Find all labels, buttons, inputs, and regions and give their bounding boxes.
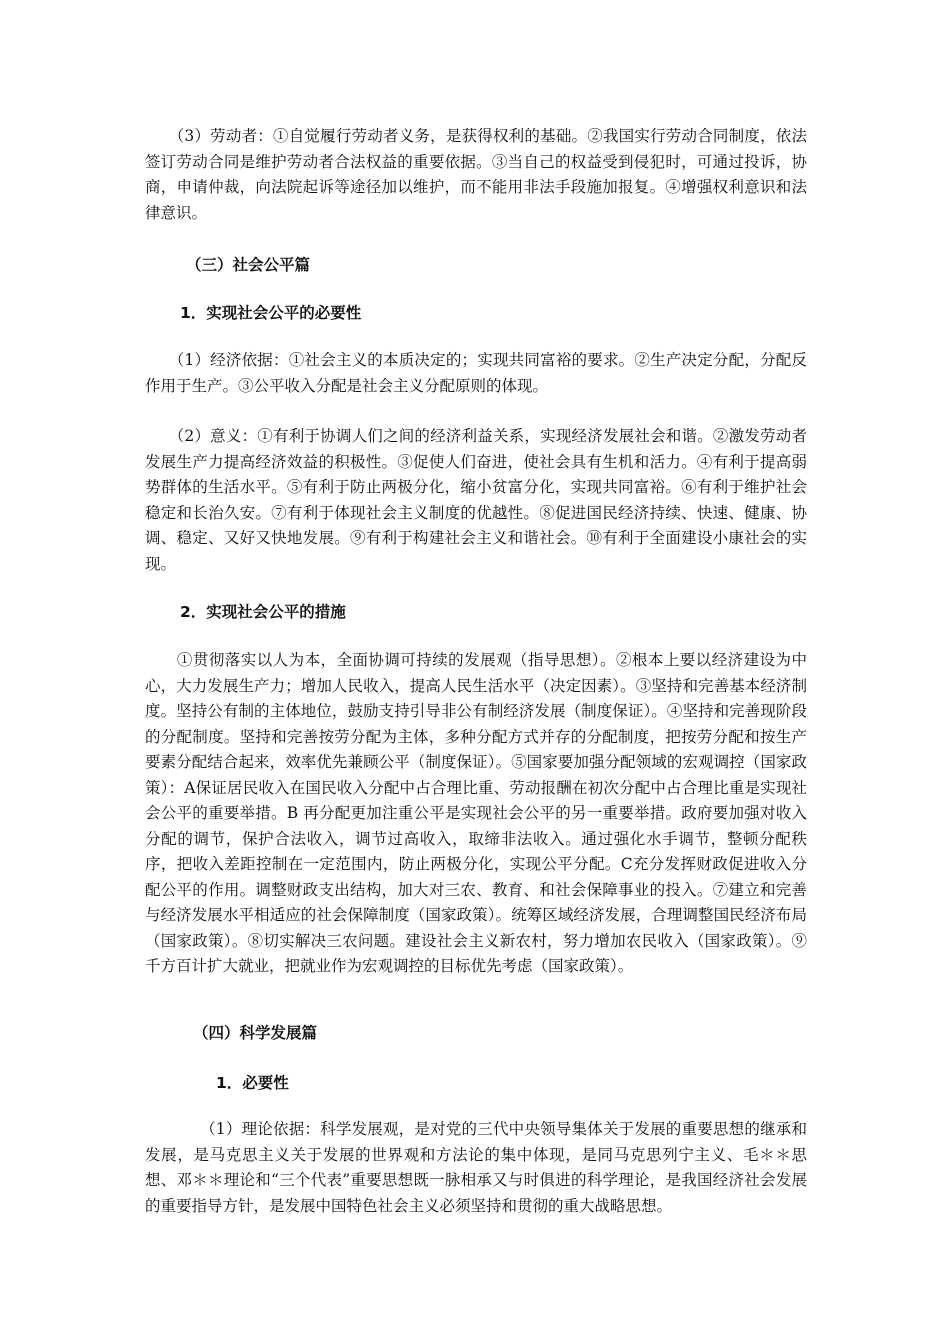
section-heading-scientific-development: （四）科学发展篇 xyxy=(193,1024,318,1042)
section-heading-social-fairness: （三）社会公平篇 xyxy=(186,256,311,274)
paragraph-labor-rights: （3）劳动者：①自觉履行劳动者义务，是获得权利的基础。②我国实行劳动合同制度，依法签订劳动合同是维护劳动者合法权益的重要依据。③当自己的权益受到侵犯时，可通过投诉，协商，申请仲裁，向法院起诉等途径加以维护，而不能用非法手段施加报复。④增强权利意识和法律意识。 xyxy=(145,127,807,222)
subheading-scientific-necessity: 1．必要性 xyxy=(216,1074,289,1092)
paragraph-measures: ①贯彻落实以人为本，全面协调可持续的发展观（指导思想）。②根本上要以经济建设为中心，大力发展生产力；增加人民收入，提高人民生活水平（决定因素）。③坚持和完善基本经济制度。坚持公有制的主体地位，鼓励支持引导非公有制经济发展（制度保证）。④坚持和完善现阶段的分配制度。坚持和完善按劳分配为主体，多种分配方式并存的分配制度，把按劳分配和按生产要素分配结合起来，效率优先兼顾公平（制度保证）。⑤国家要加强分配领域的宏观调控（国家政策）：A保证居民收入在国民收入分配中占合理比重、劳动报酬在初次分配中占合理比重是实现社会公平的重要举措。B 再分配更加注重公平是实现社会公平的另一重要举措。政府要加强对收入分配的调节，保护合法收入，调节过高收入，取缔非法收入。通过强化水手调节，整顿分配秩序，把收入差距控制在一定范围内，防止两极分化，实现公平分配。C充分发挥财政促进收入分配公平的作用。调整财政支出结构，加大对三农、教育、和社会保障事业的投入。⑦建立和完善与经济发展水平相适应的社会保障制度（国家政策）。统筹区域经济发展，合理调整国民经济布局（国家政策）。⑧切实解决三农问题。建设社会主义新农村，努力增加农民收入（国家政策）。⑨千方百计扩大就业，把就业作为宏观调控的目标优先考虑（国家政策）。 xyxy=(145,651,807,975)
subheading-fairness-measures: 2．实现社会公平的措施 xyxy=(180,603,346,621)
paragraph-theoretical-basis: （1）理论依据：科学发展观，是对党的三代中央领导集体关于发展的重要思想的继承和发展，是马克思主义关于发展的世界观和方法论的集中体现，是同马克思列宁主义、毛＊＊思想、邓＊＊理论和“三个代表”重要思想既一脉相承又与时俱进的科学理论，是我国经济社会发展的重要指导方针，是发展中国特色社会主义必须坚持和贯彻的重大战略思想。 xyxy=(145,1120,807,1215)
subheading-fairness-necessity: 1．实现社会公平的必要性 xyxy=(180,304,362,322)
paragraph-economic-basis: （1）经济依据：①社会主义的本质决定的；实现共同富裕的要求。②生产决定分配，分配反作用于生产。③公平收入分配是社会主义分配原则的体现。 xyxy=(145,351,807,395)
paragraph-significance: （2）意义：①有利于协调人们之间的经济利益关系，实现经济发展社会和谐。②激发劳动者发展生产力提高经济效益的积极性。③促使人们奋进，使社会具有生机和活力。④有利于提高弱势群体的生活水平。⑤有利于防止两极分化，缩小贫富分化，实现共同富裕。⑥有利于维护社会稳定和长治久安。⑦有利于体现社会主义制度的优越性。⑧促进国民经济持续、快速、健康、协调、稳定、又好又快地发展。⑨有利于构建社会主义和谐社会。⑩有利于全面建设小康社会的实现。 xyxy=(145,427,807,573)
